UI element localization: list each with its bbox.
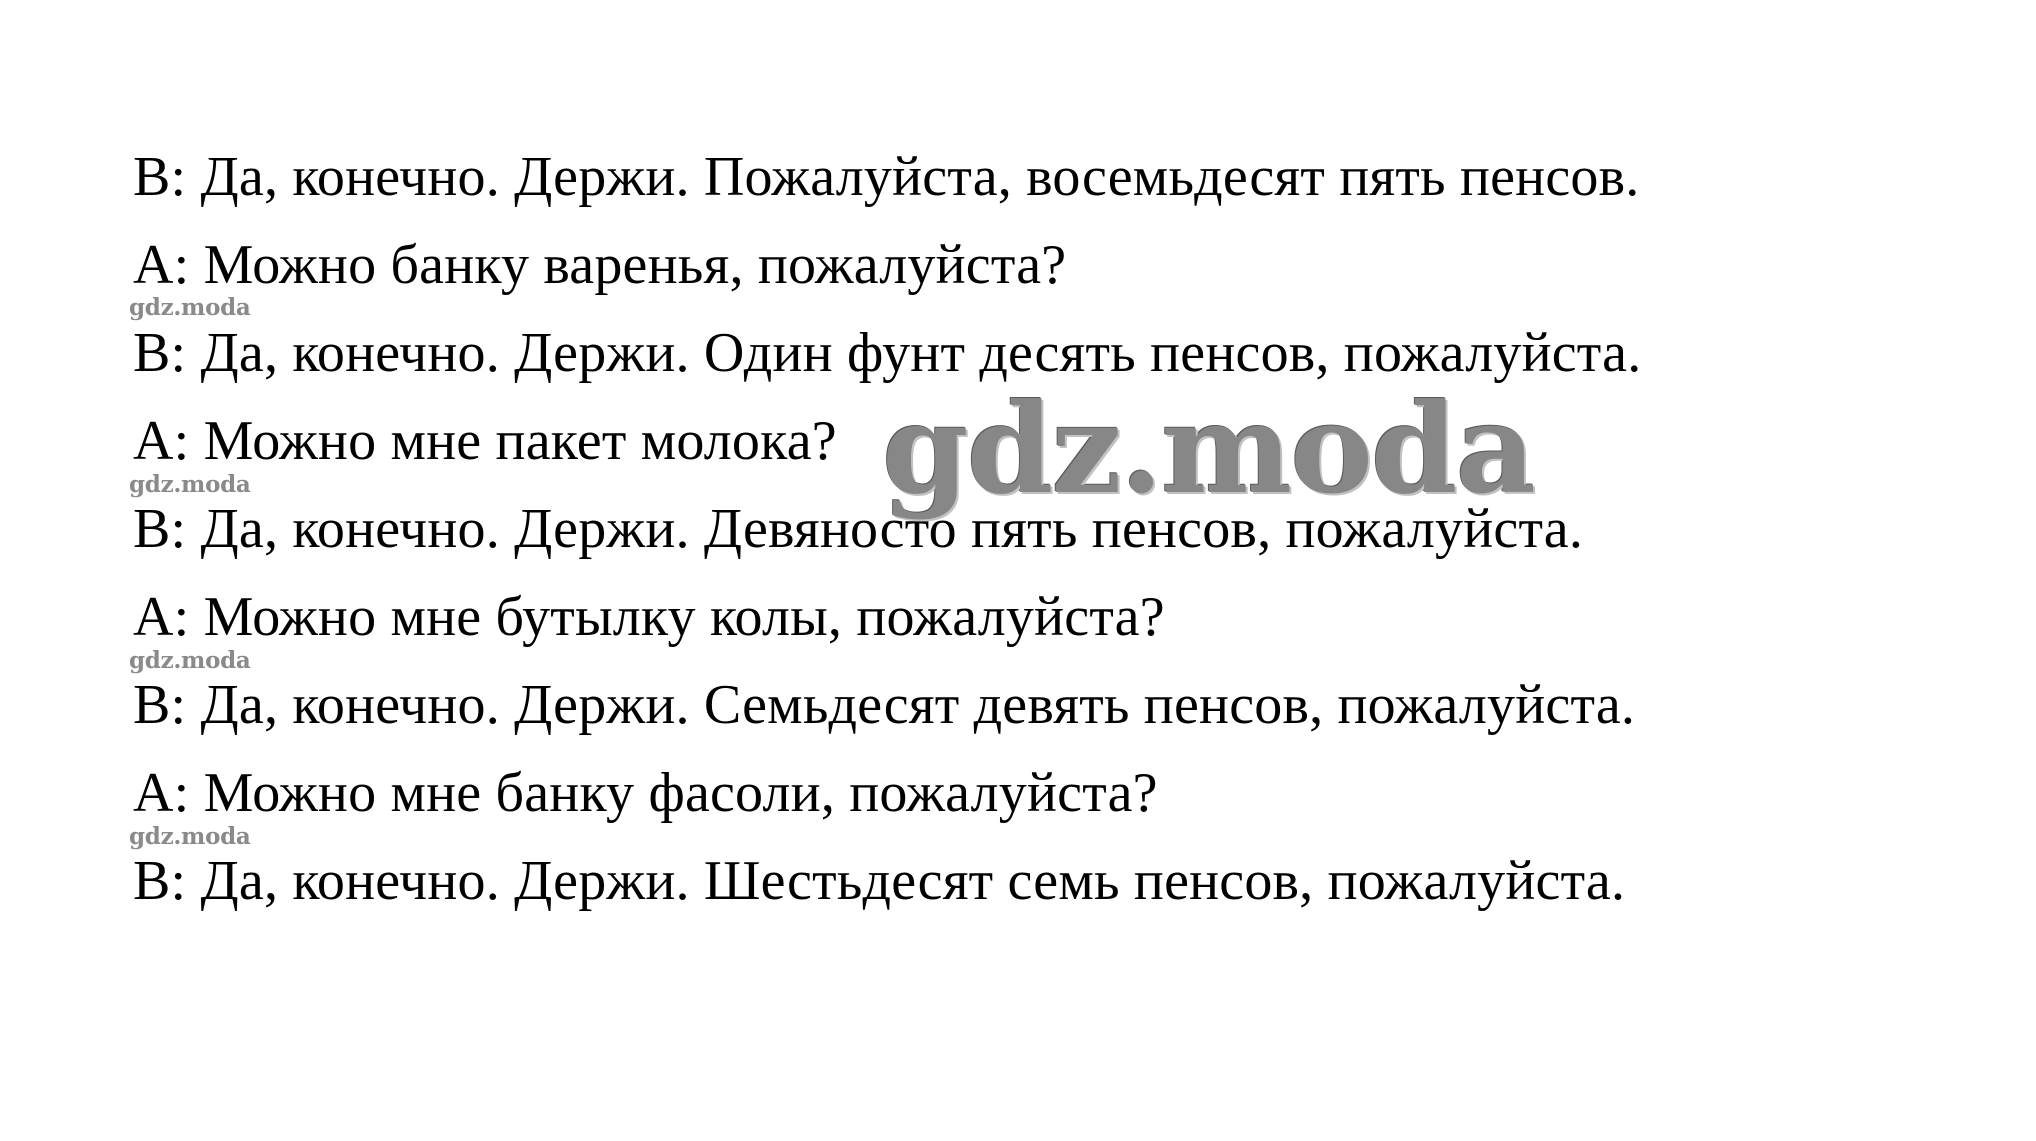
watermark-small: gdz.moda [129,823,251,850]
watermark-small: gdz.moda [129,471,251,498]
watermark-small: gdz.moda [129,647,251,674]
dialogue-line: B: Да, конечно. Держи. Семьдесят девять пенсов, пожалуйста. [133,674,1636,736]
watermark-small: gdz.moda [129,294,251,321]
dialogue-line: A: Можно мне бутылку колы, пожалуйста? [133,586,1165,648]
dialogue-line: A: Можно мне банку фасоли, пожалуйста? [133,762,1158,824]
dialogue-line: B: Да, конечно. Держи. Девяносто пять пенсов, пожалуйста. [133,498,1584,560]
dialogue-line: B: Да, конечно. Держи. Шестьдесят семь пенсов, пожалуйста. [133,850,1626,912]
watermark-large: gdz.moda [882,377,1534,522]
dialogue-line: A: Можно мне пакет молока? [133,410,837,472]
dialogue-line: A: Можно банку варенья, пожалуйста? [133,234,1067,296]
dialogue-line: B: Да, конечно. Держи. Один фунт десять пенсов, пожалуйста. [133,322,1642,384]
dialogue-line: B: Да, конечно. Держи. Пожалуйста, восемьдесят пять пенсов. [133,146,1640,208]
